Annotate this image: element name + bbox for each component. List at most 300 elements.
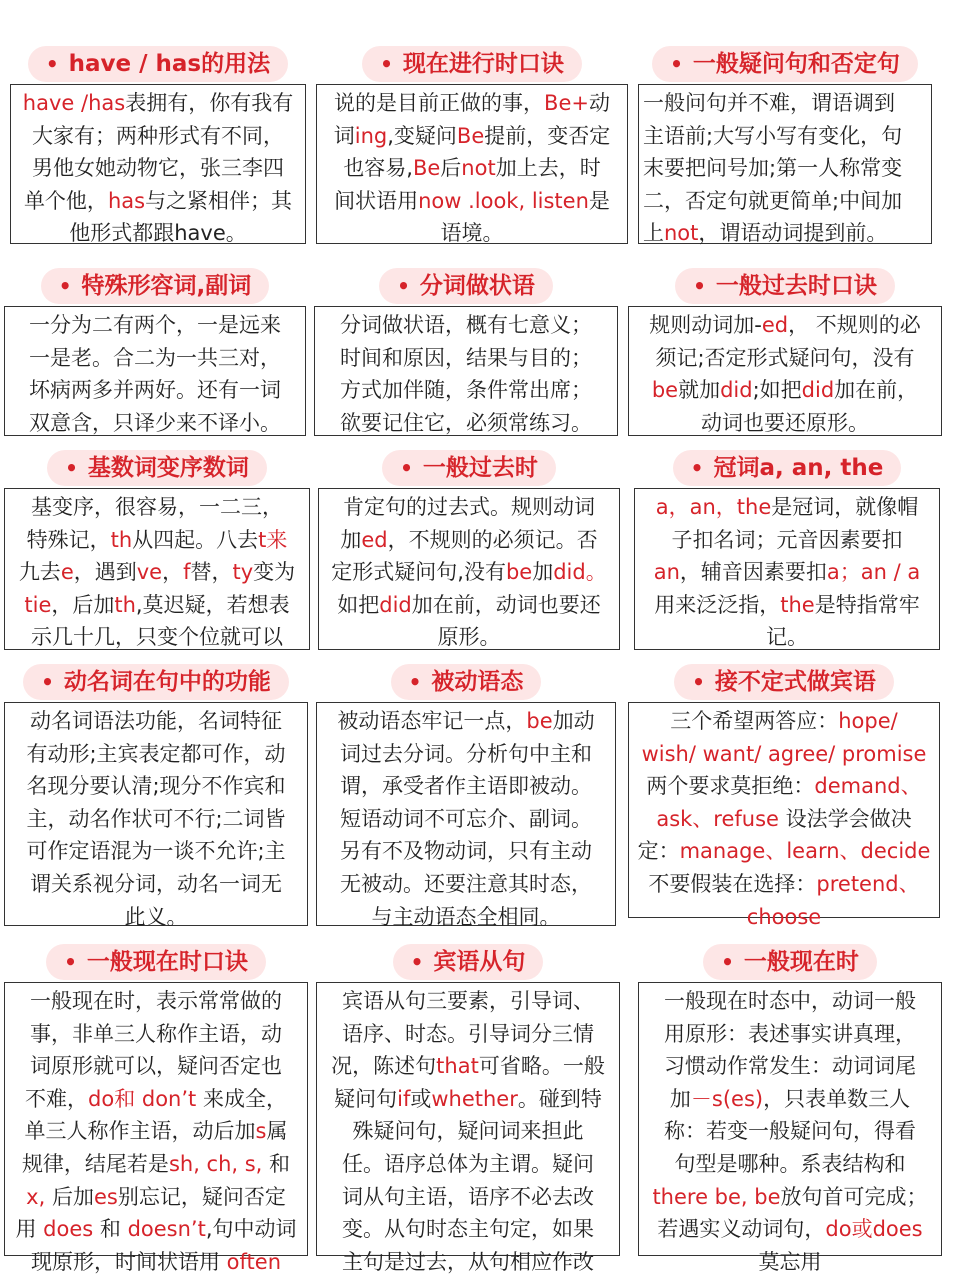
card-title-text: 接不定式做宾语 bbox=[714, 669, 876, 695]
highlight-text: Be+ bbox=[544, 91, 589, 115]
body-text: 殊疑问句，疑问词来担此 bbox=[352, 1119, 584, 1144]
body-text: 语序、时态。引导词分三情 bbox=[342, 1021, 594, 1046]
highlight-text: doesn’t bbox=[127, 1217, 206, 1242]
body-text: 原形。 bbox=[437, 625, 501, 650]
body-text: 二，否定句就更简单;中间加 bbox=[643, 188, 903, 213]
body-text: 放句首可完成； bbox=[780, 1184, 928, 1209]
body-text: ，后加 bbox=[51, 592, 115, 617]
highlight-text: has bbox=[107, 188, 146, 213]
body-text: ，谓语动词提到前。 bbox=[698, 221, 888, 246]
card-line bbox=[9, 407, 301, 440]
card-line bbox=[323, 491, 615, 524]
card-title-text: 分词做状语 bbox=[419, 273, 535, 299]
highlight-text: often bbox=[226, 1249, 282, 1274]
card-line bbox=[321, 1050, 615, 1083]
card-special-adjectives bbox=[4, 268, 306, 436]
card-title bbox=[4, 268, 306, 304]
card-line bbox=[633, 835, 935, 868]
card-body bbox=[318, 488, 620, 650]
card-simple-present-rhyme bbox=[4, 944, 308, 1274]
body-text: 现原形，时间状语用 bbox=[30, 1249, 227, 1274]
body-text: ,变疑问 bbox=[387, 123, 457, 148]
body-text: 被动语态牢记一点， bbox=[337, 709, 527, 733]
card-line bbox=[321, 120, 623, 153]
body-text: 词 bbox=[333, 123, 355, 148]
card-title-text: 特殊形容词,副词 bbox=[81, 273, 252, 299]
card-body bbox=[316, 84, 628, 244]
card-line bbox=[9, 985, 303, 1018]
card-line bbox=[15, 185, 301, 218]
body-text: 加上去，时 bbox=[495, 156, 601, 181]
card-line bbox=[643, 1148, 937, 1181]
body-text: ,句中动词 bbox=[205, 1217, 297, 1242]
card-line bbox=[321, 985, 615, 1018]
card-title bbox=[318, 450, 620, 486]
body-text: 上 bbox=[643, 221, 664, 246]
highlight-text: have /has bbox=[22, 91, 126, 115]
body-text: 双意含，只译少来不译小。 bbox=[29, 410, 281, 435]
card-line bbox=[9, 1213, 303, 1246]
card-title-text: 基数词变序数词 bbox=[87, 455, 249, 481]
card-have-has bbox=[10, 46, 306, 244]
body-text: 坏病两多并两好。还有一词 bbox=[29, 378, 281, 403]
card-line bbox=[319, 407, 613, 440]
card-title bbox=[628, 268, 942, 304]
card-line bbox=[323, 556, 615, 589]
card-title bbox=[316, 944, 620, 980]
card-title-text: 动名词在句中的功能 bbox=[63, 669, 271, 695]
card-body bbox=[628, 306, 942, 436]
card-line bbox=[9, 1115, 303, 1148]
body-text: 来成全， bbox=[196, 1086, 287, 1111]
card-line bbox=[643, 1181, 937, 1214]
body-text: 或 bbox=[410, 1086, 432, 1111]
body-text: 子扣名词；元音因素要扣 bbox=[671, 527, 903, 552]
body-text: 记。 bbox=[766, 625, 808, 650]
card-title bbox=[638, 944, 942, 980]
card-title bbox=[638, 46, 932, 82]
card-line bbox=[321, 901, 611, 934]
card-line bbox=[9, 621, 305, 654]
highlight-text: sh, ch, s, bbox=[168, 1151, 263, 1176]
card-body bbox=[4, 306, 306, 436]
card-line bbox=[321, 1213, 615, 1246]
body-text: 词从句主语，语序不必去改 bbox=[342, 1184, 594, 1209]
card-line bbox=[633, 407, 937, 440]
card-line bbox=[321, 1018, 615, 1051]
body-text: 九去 bbox=[18, 560, 61, 585]
highlight-text: －s(es) bbox=[690, 1086, 764, 1111]
card-line bbox=[643, 1246, 937, 1278]
bullet-dot-icon: • bbox=[64, 950, 77, 974]
body-text: 不难， bbox=[25, 1086, 89, 1111]
card-body bbox=[638, 84, 932, 244]
highlight-text: the bbox=[780, 592, 815, 617]
body-text: 习惯动作常发生：动词词尾 bbox=[664, 1054, 916, 1079]
card-line bbox=[9, 1018, 303, 1051]
card-body bbox=[316, 702, 616, 929]
body-text: 和 bbox=[93, 1217, 128, 1242]
card-line bbox=[9, 1083, 303, 1116]
body-text: ;如把 bbox=[752, 378, 802, 403]
body-text: 另有不及物动词，只有主动 bbox=[340, 839, 592, 864]
card-line bbox=[643, 1050, 937, 1083]
body-text: 如把 bbox=[337, 592, 380, 617]
highlight-text: if bbox=[397, 1086, 411, 1111]
body-text: 用原形：表述事实讲真理， bbox=[664, 1021, 916, 1046]
bullet-dot-icon: • bbox=[45, 52, 59, 76]
card-line bbox=[15, 87, 301, 120]
body-text: 单个他， bbox=[23, 188, 108, 213]
card-line bbox=[633, 374, 937, 407]
card-object-clause bbox=[316, 944, 620, 1274]
card-title-text: 宾语从句 bbox=[433, 949, 526, 975]
bullet-dot-icon: • bbox=[380, 52, 393, 76]
body-text: 特殊记， bbox=[26, 527, 111, 552]
highlight-text: Be bbox=[456, 123, 485, 148]
highlight-text: th bbox=[110, 527, 133, 552]
body-text: 况，陈述句 bbox=[331, 1054, 437, 1079]
card-line bbox=[9, 589, 305, 622]
body-text: 须记;否定形式疑问句，没有 bbox=[655, 345, 915, 370]
body-text: 大家有；两种形式有不同， bbox=[32, 123, 284, 148]
card-line bbox=[639, 621, 935, 654]
body-text: 加动 bbox=[552, 709, 595, 733]
highlight-text: did bbox=[801, 378, 835, 403]
body-text: 定形式疑问句,没有 bbox=[331, 560, 506, 585]
card-line bbox=[633, 868, 935, 901]
card-line bbox=[321, 738, 611, 771]
bullet-dot-icon: • bbox=[408, 670, 422, 694]
card-line bbox=[643, 1018, 937, 1051]
bullet-dot-icon: • bbox=[410, 950, 424, 974]
bullet-dot-icon: • bbox=[397, 274, 410, 298]
highlight-text: ing bbox=[354, 123, 388, 148]
card-line bbox=[9, 556, 305, 589]
body-text: 不要假装在选择： bbox=[648, 871, 817, 896]
body-text: 和 bbox=[262, 1151, 291, 1176]
card-line bbox=[643, 1083, 937, 1116]
bullet-dot-icon: • bbox=[400, 456, 413, 480]
body-text: 句型是哪种。系表结构和 bbox=[674, 1151, 906, 1176]
highlight-text: e bbox=[60, 560, 74, 585]
highlight-text: there be, bbox=[652, 1184, 748, 1209]
body-text: 主句是过去，从句相应作改 bbox=[342, 1249, 594, 1274]
bullet-dot-icon: • bbox=[58, 274, 72, 298]
highlight-text: es bbox=[93, 1184, 118, 1209]
card-title bbox=[314, 268, 618, 304]
body-text: 用来泛泛指， bbox=[654, 592, 781, 617]
body-text: 分词做状语，概有七意义； bbox=[340, 313, 592, 337]
card-body bbox=[4, 488, 310, 650]
body-text: 示几十几，只变个位就可以 bbox=[31, 625, 283, 650]
body-text: ，遇到 bbox=[73, 560, 137, 585]
body-text: 一是老。合二为一共三对， bbox=[29, 345, 281, 370]
body-text: ，不规则的必须记。否 bbox=[387, 527, 598, 552]
card-body bbox=[628, 702, 940, 929]
body-text: 任。语序总体为主谓。疑问 bbox=[342, 1151, 594, 1176]
card-line bbox=[9, 1246, 303, 1278]
body-text: 加在前，动词也要还 bbox=[411, 592, 601, 617]
card-line bbox=[633, 901, 935, 934]
card-line bbox=[633, 342, 937, 375]
card-line bbox=[633, 705, 935, 738]
card-line bbox=[321, 868, 611, 901]
card-body bbox=[638, 982, 942, 1274]
body-text: 称：若变一般疑问句，得看 bbox=[664, 1119, 916, 1144]
highlight-text: not bbox=[664, 221, 699, 246]
highlight-text: ve bbox=[136, 560, 163, 585]
card-line bbox=[633, 770, 935, 803]
bullet-dot-icon: • bbox=[65, 456, 78, 480]
body-text: 用 bbox=[15, 1217, 44, 1242]
card-body bbox=[4, 982, 308, 1274]
card-line bbox=[9, 705, 303, 738]
highlight-text: did bbox=[379, 592, 412, 617]
card-title bbox=[316, 46, 628, 82]
body-text: 动词也要还原形。 bbox=[701, 410, 869, 435]
body-text: 替， bbox=[190, 560, 233, 585]
card-title bbox=[316, 664, 616, 700]
card-line bbox=[9, 803, 303, 836]
body-text: ，辅音因素要扣 bbox=[679, 560, 827, 585]
card-line bbox=[9, 309, 301, 342]
body-text: 一般现在时，表示常常做的 bbox=[30, 989, 282, 1013]
card-line bbox=[9, 1050, 303, 1083]
card-title-text: 一般过去时口诀 bbox=[715, 273, 877, 299]
card-line bbox=[9, 835, 303, 868]
card-title-text: 一般过去时 bbox=[422, 455, 538, 481]
card-line bbox=[321, 1115, 615, 1148]
body-text: 变。从句时态主句定，如果 bbox=[342, 1217, 594, 1242]
bullet-dot-icon: • bbox=[690, 456, 704, 480]
card-line bbox=[639, 556, 935, 589]
highlight-text: do和 don’t bbox=[88, 1086, 197, 1111]
body-text: 可省略。一般 bbox=[478, 1054, 605, 1079]
bullet-dot-icon: • bbox=[693, 274, 706, 298]
body-text: 提前，变否定 bbox=[484, 123, 611, 148]
body-text: 是特指常牢 bbox=[814, 592, 920, 617]
highlight-text: tie bbox=[24, 592, 52, 617]
body-text: 从四起。八去 bbox=[132, 527, 259, 552]
highlight-text: be bbox=[526, 709, 553, 733]
body-text: 加 bbox=[669, 1086, 691, 1111]
body-text: 谓关系视分词，动名一词无 bbox=[30, 871, 282, 896]
highlight-text: does bbox=[43, 1217, 94, 1242]
body-text: 此义。 bbox=[124, 904, 188, 929]
card-line bbox=[9, 374, 301, 407]
highlight-text: choose bbox=[746, 904, 822, 929]
body-text: 有动形;主宾表定都可作，动 bbox=[26, 741, 286, 766]
body-text: 表拥有，你有我有 bbox=[125, 91, 294, 115]
body-text: 后加 bbox=[45, 1184, 94, 1209]
card-line bbox=[321, 217, 623, 250]
body-text: 规则动词加- bbox=[649, 313, 762, 337]
card-title bbox=[4, 944, 308, 980]
body-text: 主，动名作状可不行;二词皆 bbox=[26, 806, 286, 831]
highlight-text: be bbox=[651, 378, 679, 403]
card-articles bbox=[634, 450, 940, 650]
card-line bbox=[321, 835, 611, 868]
highlight-text: now .look, listen bbox=[418, 188, 589, 213]
card-title bbox=[10, 46, 306, 82]
highlight-text: manage、learn、decide bbox=[679, 839, 931, 864]
body-text: 。碰到特 bbox=[517, 1086, 602, 1111]
card-line bbox=[9, 770, 303, 803]
highlight-text: not bbox=[461, 156, 496, 181]
body-text: 方式加伴随，条件常出席； bbox=[340, 378, 592, 403]
body-text: ， bbox=[162, 560, 184, 585]
card-line bbox=[15, 217, 301, 250]
card-line bbox=[643, 985, 937, 1018]
body-text: 男他女她动物它，张三李四 bbox=[32, 156, 284, 181]
card-line bbox=[15, 120, 301, 153]
card-body bbox=[316, 982, 620, 1274]
card-line bbox=[9, 342, 301, 375]
body-text: 变为 bbox=[253, 560, 296, 585]
body-text: 是 bbox=[588, 188, 610, 213]
body-text: 若遇实义动词句， bbox=[657, 1217, 826, 1242]
card-line bbox=[321, 803, 611, 836]
body-text: 主语前;大写小写有变化，句 bbox=[643, 123, 903, 148]
body-text: 肯定句的过去式。规则动词 bbox=[343, 495, 595, 519]
highlight-text: did。 bbox=[553, 560, 607, 585]
highlight-text: t来 bbox=[258, 527, 288, 552]
body-text: 谓，承受者作主语即被动。 bbox=[340, 774, 592, 799]
card-title bbox=[634, 450, 940, 486]
card-body bbox=[10, 84, 306, 244]
body-text: 一分为二有两个，一是远来 bbox=[29, 313, 281, 337]
card-line bbox=[643, 87, 927, 120]
card-line bbox=[9, 1148, 303, 1181]
card-title-text: have / has的用法 bbox=[68, 51, 271, 77]
highlight-text: did bbox=[720, 378, 753, 403]
highlight-text: ed bbox=[761, 313, 789, 337]
highlight-text: whether bbox=[431, 1086, 518, 1111]
card-line bbox=[323, 524, 615, 557]
highlight-text: ty bbox=[232, 560, 254, 585]
highlight-text: a；an / a bbox=[826, 560, 921, 585]
body-text: 后 bbox=[440, 156, 462, 181]
card-title bbox=[4, 450, 310, 486]
body-text: 加在前， bbox=[834, 378, 919, 403]
body-text: 他形式都跟have。 bbox=[69, 221, 247, 246]
card-title-text: 一般疑问句和否定句 bbox=[692, 51, 900, 77]
body-text: 别忘记，疑问否定 bbox=[117, 1184, 286, 1209]
body-text: 动 bbox=[588, 91, 610, 115]
card-line bbox=[643, 152, 927, 185]
card-present-continuous bbox=[316, 46, 628, 244]
body-text: 事，非单三人称作主语，动 bbox=[30, 1021, 282, 1046]
card-cardinal-ordinal bbox=[4, 450, 310, 650]
body-text: 疑问句 bbox=[334, 1086, 398, 1111]
card-line bbox=[633, 738, 935, 771]
card-line bbox=[321, 1083, 615, 1116]
card-title-text: 被动语态 bbox=[431, 669, 524, 695]
card-passive-voice bbox=[316, 664, 616, 929]
body-text: 是冠词，就像帽 bbox=[771, 495, 919, 519]
body-text: 宾语从句三要素，引导词、 bbox=[342, 989, 594, 1013]
card-line bbox=[9, 868, 303, 901]
highlight-text: a，an，the bbox=[655, 495, 772, 519]
card-line bbox=[321, 705, 611, 738]
card-title bbox=[4, 664, 308, 700]
card-participle-adverbial bbox=[314, 268, 618, 436]
highlight-text: be bbox=[505, 560, 533, 585]
highlight-text: s bbox=[255, 1119, 267, 1144]
highlight-text: that bbox=[436, 1054, 479, 1079]
bullet-dot-icon: • bbox=[692, 670, 705, 694]
card-line bbox=[321, 770, 611, 803]
card-line bbox=[321, 152, 623, 185]
bullet-dot-icon: • bbox=[41, 670, 54, 694]
card-infinitive-object bbox=[628, 664, 940, 929]
body-text: 语境。 bbox=[440, 221, 504, 246]
body-text: 一般问句并不难，谓语调到 bbox=[643, 91, 895, 115]
card-line bbox=[321, 1181, 615, 1214]
card-questions-negatives bbox=[638, 46, 932, 244]
body-text: 可作定语混为一谈不允许;主 bbox=[26, 839, 286, 864]
card-line bbox=[643, 217, 927, 250]
bullet-dot-icon: • bbox=[670, 52, 683, 76]
body-text: 定： bbox=[637, 839, 680, 864]
body-text: 加 bbox=[532, 560, 554, 585]
card-line bbox=[9, 901, 303, 934]
card-line bbox=[639, 491, 935, 524]
body-text: 末要把问号加;第一人称常变 bbox=[643, 156, 903, 181]
card-line bbox=[319, 309, 613, 342]
card-title-text: 一般现在时 bbox=[743, 949, 859, 975]
body-text: 动名词语法功能，名词特征 bbox=[30, 709, 282, 733]
card-line bbox=[321, 87, 623, 120]
body-text: 属 bbox=[266, 1119, 288, 1144]
highlight-text: hope/ bbox=[838, 709, 898, 733]
highlight-text: do或does bbox=[825, 1217, 923, 1242]
highlight-text: x, bbox=[26, 1184, 46, 1209]
highlight-text: th bbox=[114, 592, 136, 617]
body-text: 短语动词不可忘介、副词。 bbox=[340, 806, 592, 831]
body-text: 词原形就可以，疑问否定也 bbox=[30, 1054, 282, 1079]
body-text: 也容易, bbox=[343, 156, 413, 181]
card-simple-past-rhyme bbox=[628, 268, 942, 436]
card-line bbox=[9, 1181, 303, 1214]
highlight-text: Be bbox=[412, 156, 441, 181]
card-line bbox=[643, 1115, 937, 1148]
body-text: 单三人称作主语，动后加 bbox=[24, 1119, 256, 1144]
body-text: 欲要记住它，必须常练习。 bbox=[340, 410, 592, 435]
body-text: 莫忘用 bbox=[758, 1249, 822, 1274]
body-text: 间状语用 bbox=[334, 188, 419, 213]
body-text: 词过去分词。分析句中主和 bbox=[340, 741, 592, 766]
card-line bbox=[9, 491, 305, 524]
body-text: ,莫迟疑，若想表 bbox=[135, 592, 290, 617]
card-body bbox=[634, 488, 940, 650]
highlight-text: ask、refuse bbox=[656, 806, 779, 831]
body-text: ， 不规则的必 bbox=[788, 313, 921, 337]
card-body bbox=[4, 702, 308, 929]
card-simple-past bbox=[318, 450, 620, 650]
card-gerund-functions bbox=[4, 664, 308, 929]
body-text: 规律，结尾若是 bbox=[21, 1151, 169, 1176]
highlight-text: wish/ want/ agree/ promise bbox=[641, 741, 927, 766]
card-line bbox=[643, 185, 927, 218]
bullet-dot-icon: • bbox=[721, 950, 734, 974]
card-body bbox=[314, 306, 618, 436]
card-line bbox=[323, 589, 615, 622]
body-text: 无被动。还要注意其时态， bbox=[340, 871, 592, 896]
card-title bbox=[628, 664, 940, 700]
body-text: 名现分要认清;现分不作宾和 bbox=[26, 774, 286, 799]
